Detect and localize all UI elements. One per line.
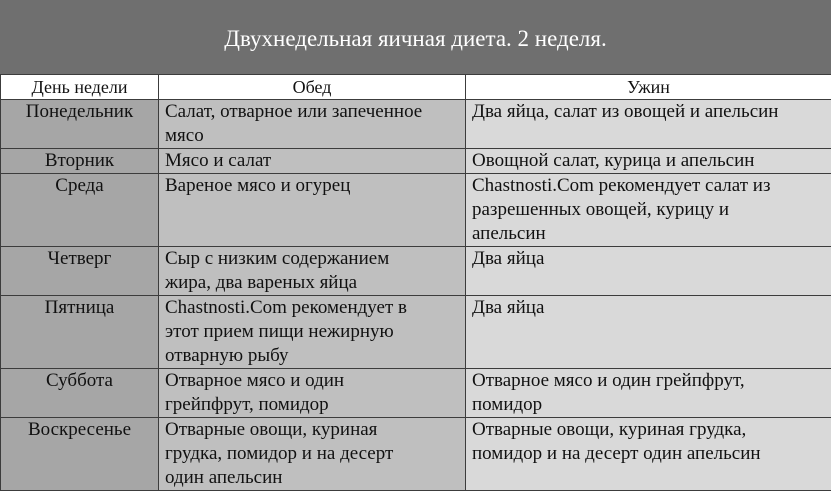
- lunch-cell: [159, 296, 466, 369]
- lunch-text-line: мясо: [165, 124, 459, 148]
- dinner-cell: [466, 149, 831, 174]
- lunch-text-line: Chastnosti.Com рекомендует в: [165, 296, 459, 320]
- dinner-text-line: Отварное мясо и один грейпфрут,: [472, 369, 825, 393]
- page-title-banner: [0, 0, 831, 74]
- dinner-cell: [466, 296, 831, 369]
- dinner-text-line: апельсин: [472, 222, 825, 246]
- column-header-dinner: Ужин: [466, 75, 831, 100]
- table-row: [1, 174, 831, 247]
- lunch-cell: [159, 418, 466, 491]
- column-header-lunch: Обед: [159, 75, 466, 100]
- table-row: [1, 369, 831, 418]
- table-header-row: [1, 75, 831, 100]
- lunch-cell: [159, 149, 466, 174]
- lunch-cell: [159, 247, 466, 296]
- dinner-cell: [466, 100, 831, 149]
- diet-table: [0, 74, 831, 491]
- lunch-text-line: Сыр с низким содержанием: [165, 247, 459, 271]
- table-row: [1, 149, 831, 174]
- lunch-text-line: этот прием пищи нежирную: [165, 320, 459, 344]
- lunch-text-line: Отварные овощи, куриная: [165, 418, 459, 442]
- dinner-text-line: Два яйца: [472, 247, 825, 271]
- column-header-day: День недели: [1, 75, 159, 100]
- day-cell: Понедельник: [1, 100, 159, 149]
- lunch-text-line: грудка, помидор и на десерт: [165, 442, 459, 466]
- lunch-text-line: Вареное мясо и огурец: [165, 174, 459, 198]
- table-row: [1, 418, 831, 491]
- dinner-text-line: Chastnosti.Com рекомендует салат из: [472, 174, 825, 198]
- day-cell: Среда: [1, 174, 159, 247]
- day-cell: Четверг: [1, 247, 159, 296]
- dinner-text-line: разрешенных овощей, курицу и: [472, 198, 825, 222]
- day-cell: Воскресенье: [1, 418, 159, 491]
- lunch-text-line: отварную рыбу: [165, 344, 459, 368]
- dinner-text-line: помидор и на десерт один апельсин: [472, 442, 825, 466]
- dinner-cell: [466, 247, 831, 296]
- lunch-cell: [159, 174, 466, 247]
- dinner-cell: [466, 174, 831, 247]
- lunch-text-line: Салат, отварное или запеченное: [165, 100, 459, 124]
- lunch-text-line: один апельсин: [165, 466, 459, 490]
- dinner-text-line: Два яйца: [472, 296, 825, 320]
- lunch-text-line: грейпфрут, помидор: [165, 393, 459, 417]
- lunch-text-line: Отварное мясо и один: [165, 369, 459, 393]
- dinner-text-line: Отварные овощи, куриная грудка,: [472, 418, 825, 442]
- day-cell: Вторник: [1, 149, 159, 174]
- day-cell: Суббота: [1, 369, 159, 418]
- lunch-text-line: жира, два вареных яйца: [165, 271, 459, 295]
- table-row: [1, 100, 831, 149]
- dinner-cell: [466, 369, 831, 418]
- lunch-cell: [159, 369, 466, 418]
- lunch-text-line: Мясо и салат: [165, 149, 459, 173]
- dinner-text-line: помидор: [472, 393, 825, 417]
- dinner-text-line: Два яйца, салат из овощей и апельсин: [472, 100, 825, 124]
- dinner-text-line: Овощной салат, курица и апельсин: [472, 149, 825, 173]
- page-title: Двухнедельная яичная диета. 2 неделя.: [224, 26, 606, 52]
- table-row: [1, 247, 831, 296]
- dinner-cell: [466, 418, 831, 491]
- table-row: [1, 296, 831, 369]
- day-cell: Пятница: [1, 296, 159, 369]
- lunch-cell: [159, 100, 466, 149]
